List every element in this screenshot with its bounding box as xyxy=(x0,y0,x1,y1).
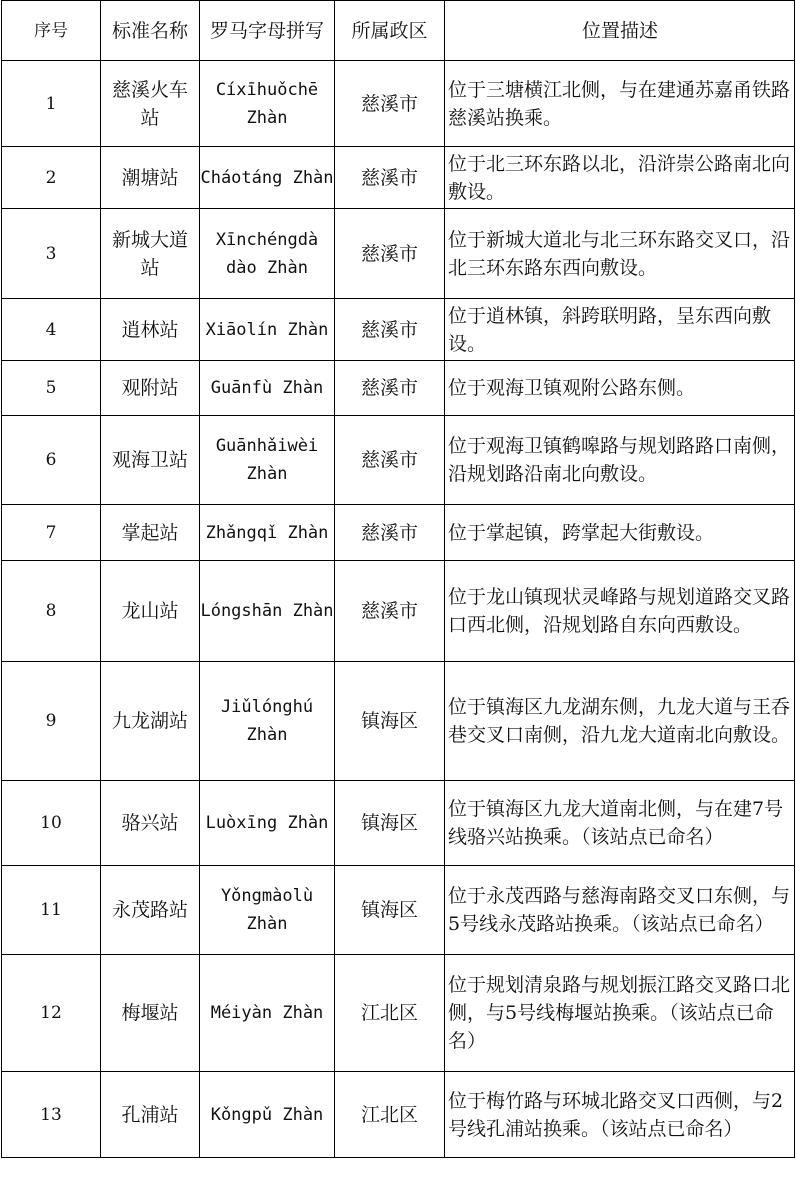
cell-seq: 13 xyxy=(2,1072,101,1158)
cell-desc: 位于观海卫镇鹤嗥路与规划路路口南侧，沿规划路沿南北向敷设。 xyxy=(445,416,795,505)
cell-desc: 位于掌起镇，跨掌起大街敷设。 xyxy=(445,505,795,561)
cell-roman: Méiyàn Zhàn xyxy=(200,955,335,1072)
table-row xyxy=(2,61,795,147)
cell-desc: 位于规划清泉路与规划振江路交叉路口北侧，与5号线梅堰站换乘。（该站点已命名） xyxy=(445,955,795,1072)
cell-roman: Guānfù Zhàn xyxy=(200,361,335,416)
cell-seq: 6 xyxy=(2,416,101,505)
cell-roman: Cíxīhuǒchē Zhàn xyxy=(200,61,335,147)
cell-region: 镇海区 xyxy=(335,866,445,955)
cell-desc: 位于永茂西路与慈海南路交叉口东侧，与5号线永茂路站换乘。（该站点已命名） xyxy=(445,866,795,955)
station-naming-table xyxy=(1,0,795,1158)
cell-roman: Yǒngmàolù Zhàn xyxy=(200,866,335,955)
cell-name: 慈溪火车站 xyxy=(101,61,200,147)
cell-name: 孔浦站 xyxy=(101,1072,200,1158)
cell-roman: Lóngshān Zhàn xyxy=(200,561,335,662)
header-row xyxy=(2,1,795,61)
header-seq: 序号 xyxy=(2,1,101,61)
table-row xyxy=(2,781,795,866)
cell-desc: 位于梅竹路与环城北路交叉口西侧，与2号线孔浦站换乘。（该站点已命名） xyxy=(445,1072,795,1158)
cell-region: 慈溪市 xyxy=(335,209,445,299)
header-name: 标准名称 xyxy=(101,1,200,61)
cell-region: 慈溪市 xyxy=(335,299,445,361)
table-row xyxy=(2,299,795,361)
cell-desc: 位于龙山镇现状灵峰路与规划道路交叉路口西北侧，沿规划路自东向西敷设。 xyxy=(445,561,795,662)
cell-desc: 位于新城大道北与北三环东路交叉口，沿北三环东路东西向敷设。 xyxy=(445,209,795,299)
cell-seq: 12 xyxy=(2,955,101,1072)
cell-desc: 位于北三环东路以北，沿浒崇公路南北向敷设。 xyxy=(445,147,795,209)
cell-roman: Kǒngpǔ Zhàn xyxy=(200,1072,335,1158)
header-desc: 位置描述 xyxy=(445,1,795,61)
cell-region: 慈溪市 xyxy=(335,61,445,147)
cell-roman: Luòxīng Zhàn xyxy=(200,781,335,866)
cell-name: 龙山站 xyxy=(101,561,200,662)
cell-seq: 4 xyxy=(2,299,101,361)
cell-seq: 2 xyxy=(2,147,101,209)
cell-name: 骆兴站 xyxy=(101,781,200,866)
cell-seq: 8 xyxy=(2,561,101,662)
cell-region: 江北区 xyxy=(335,1072,445,1158)
header-roman: 罗马字母拼写 xyxy=(200,1,335,61)
cell-name: 潮塘站 xyxy=(101,147,200,209)
cell-name: 观海卫站 xyxy=(101,416,200,505)
cell-roman: Guānhǎiwèi Zhàn xyxy=(200,416,335,505)
cell-region: 慈溪市 xyxy=(335,505,445,561)
cell-roman: Xīnchéngdà dào Zhàn xyxy=(200,209,335,299)
cell-region: 慈溪市 xyxy=(335,416,445,505)
cell-name: 掌起站 xyxy=(101,505,200,561)
cell-seq: 5 xyxy=(2,361,101,416)
cell-name: 观附站 xyxy=(101,361,200,416)
cell-desc: 位于镇海区九龙大道南北侧，与在建7号线骆兴站换乘。（该站点已命名） xyxy=(445,781,795,866)
cell-seq: 9 xyxy=(2,662,101,781)
cell-name: 梅堰站 xyxy=(101,955,200,1072)
cell-region: 慈溪市 xyxy=(335,361,445,416)
cell-name: 逍林站 xyxy=(101,299,200,361)
cell-seq: 1 xyxy=(2,61,101,147)
cell-region: 江北区 xyxy=(335,955,445,1072)
cell-roman: Zhǎngqǐ Zhàn xyxy=(200,505,335,561)
cell-region: 慈溪市 xyxy=(335,561,445,662)
table-row xyxy=(2,361,795,416)
table-row xyxy=(2,416,795,505)
table-row xyxy=(2,147,795,209)
cell-desc: 位于镇海区九龙湖东侧，九龙大道与王呑巷交叉口南侧，沿九龙大道南北向敷设。 xyxy=(445,662,795,781)
table-row xyxy=(2,955,795,1072)
table-row xyxy=(2,505,795,561)
table-row xyxy=(2,662,795,781)
cell-name: 新城大道站 xyxy=(101,209,200,299)
cell-seq: 3 xyxy=(2,209,101,299)
cell-name: 永茂路站 xyxy=(101,866,200,955)
cell-roman: Cháotáng Zhàn xyxy=(200,147,335,209)
cell-seq: 10 xyxy=(2,781,101,866)
cell-desc: 位于观海卫镇观附公路东侧。 xyxy=(445,361,795,416)
cell-seq: 7 xyxy=(2,505,101,561)
cell-region: 慈溪市 xyxy=(335,147,445,209)
table-row xyxy=(2,866,795,955)
table-row xyxy=(2,209,795,299)
cell-roman: Xiāolín Zhàn xyxy=(200,299,335,361)
cell-roman: Jiǔlónghú Zhàn xyxy=(200,662,335,781)
cell-seq: 11 xyxy=(2,866,101,955)
cell-desc: 位于三塘横江北侧，与在建通苏嘉甬铁路慈溪站换乘。 xyxy=(445,61,795,147)
table-row xyxy=(2,1072,795,1158)
cell-region: 镇海区 xyxy=(335,662,445,781)
table-row xyxy=(2,561,795,662)
cell-name: 九龙湖站 xyxy=(101,662,200,781)
cell-desc: 位于逍林镇，斜跨联明路，呈东西向敷设。 xyxy=(445,299,795,361)
header-region: 所属政区 xyxy=(335,1,445,61)
cell-region: 镇海区 xyxy=(335,781,445,866)
